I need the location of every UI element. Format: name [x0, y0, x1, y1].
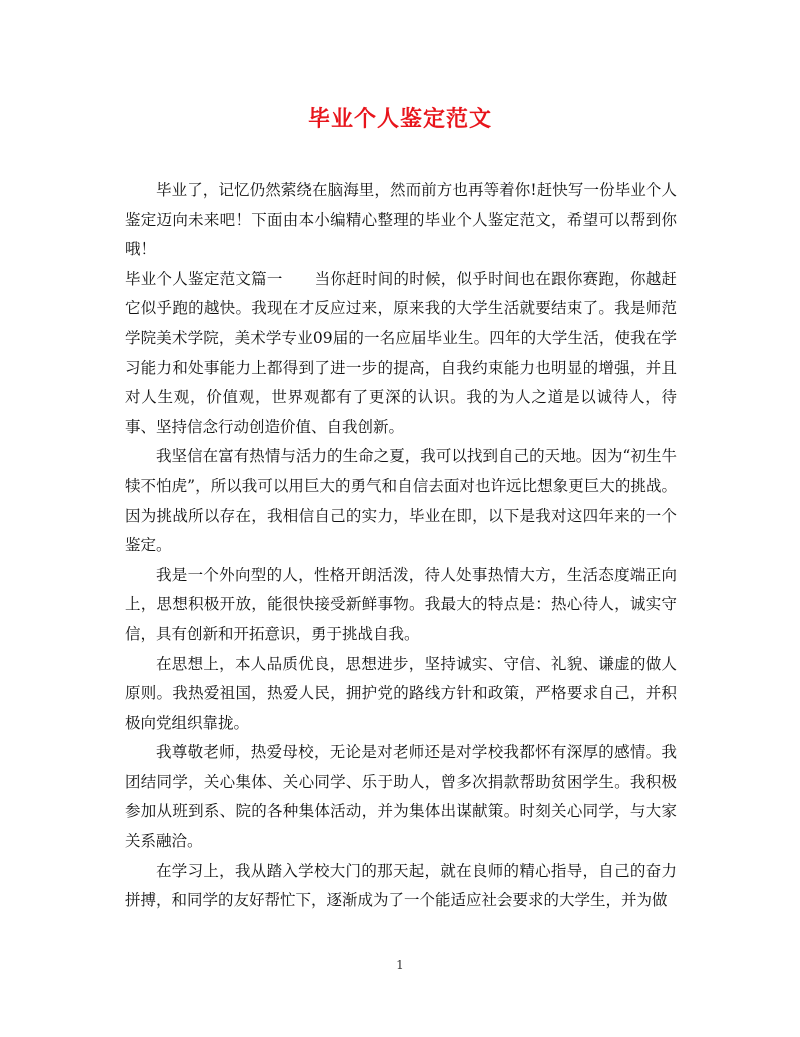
page-number: 1 [396, 958, 404, 972]
intro-paragraph: 毕业了，记忆仍然萦绕在脑海里，然而前方也再等着你!赶快写一份毕业个人鉴定迈向未来吧！下面由本小编精心整理的毕业个人鉴定范文，希望可以帮到你哦！ [125, 181, 677, 259]
body-paragraph: 我是一个外向型的人，性格开朗活泼，待人处事热情大方，生活态度端正向上，思想积极开放，能很快接受新鲜事物。我最大的特点是：热心待人，诚实守信，具有创新和开拓意识，勇于挑战自我。 [125, 565, 677, 643]
body-paragraph: 我尊敬老师，热爱母校，无论是对老师还是对学校我都怀有深厚的感情。我团结同学，关心集体、关心同学、乐于助人，曾多次捐款帮助贫困学生。我积极参加从班到系、院的各种集体活动，并为集体出谋献策。时刻关心同学，与大家关系融洽。 [125, 743, 677, 851]
document-body [125, 176, 677, 916]
section-first-paragraph: 当你赶时间的时候，似乎时间也在跟你赛跑，你越赶它似乎跑的越快。我现在才反应过来，原来我的大学生活就要结束了。我是师范学院美术学院，美术学专业09届的一名应届毕业生。四年的大学生活，使我在学习能力和处事能力上都得到了进一步的提高，自我约束能力也明显的增强，并且对人生观，价值观，世界观都有了更深的认识。我的为人之道是以诚待人，待事、坚持信念行动创造价值、自我创新。 [125, 269, 677, 436]
body-paragraph: 我坚信在富有热情与活力的生命之夏，我可以找到自己的天地。因为“初生牛犊不怕虎”，所以我可以用巨大的勇气和自信去面对也许远比想象更巨大的挑战。因为挑战所以存在，我相信自己的实力，毕业在即，以下是我对这四年来的一个鉴定。 [125, 447, 677, 555]
document-title: 毕业个人鉴定范文 [307, 106, 492, 132]
body-paragraph: 在学习上，我从踏入学校大门的那天起，就在良师的精心指导，自己的奋力拼搏，和同学的友好帮忙下，逐渐成为了一个能适应社会要求的大学生，并为做 [125, 861, 677, 910]
section-paragraph [125, 265, 677, 443]
section-heading: 毕业个人鉴定范文篇一 [125, 269, 283, 288]
body-paragraph: 在思想上，本人品质优良，思想进步，坚持诚实、守信、礼貌、谦虚的做人原则。我热爱祖国，热爱人民，拥护党的路线方针和政策，严格要求自己，并积极向党组织靠拢。 [125, 654, 677, 732]
